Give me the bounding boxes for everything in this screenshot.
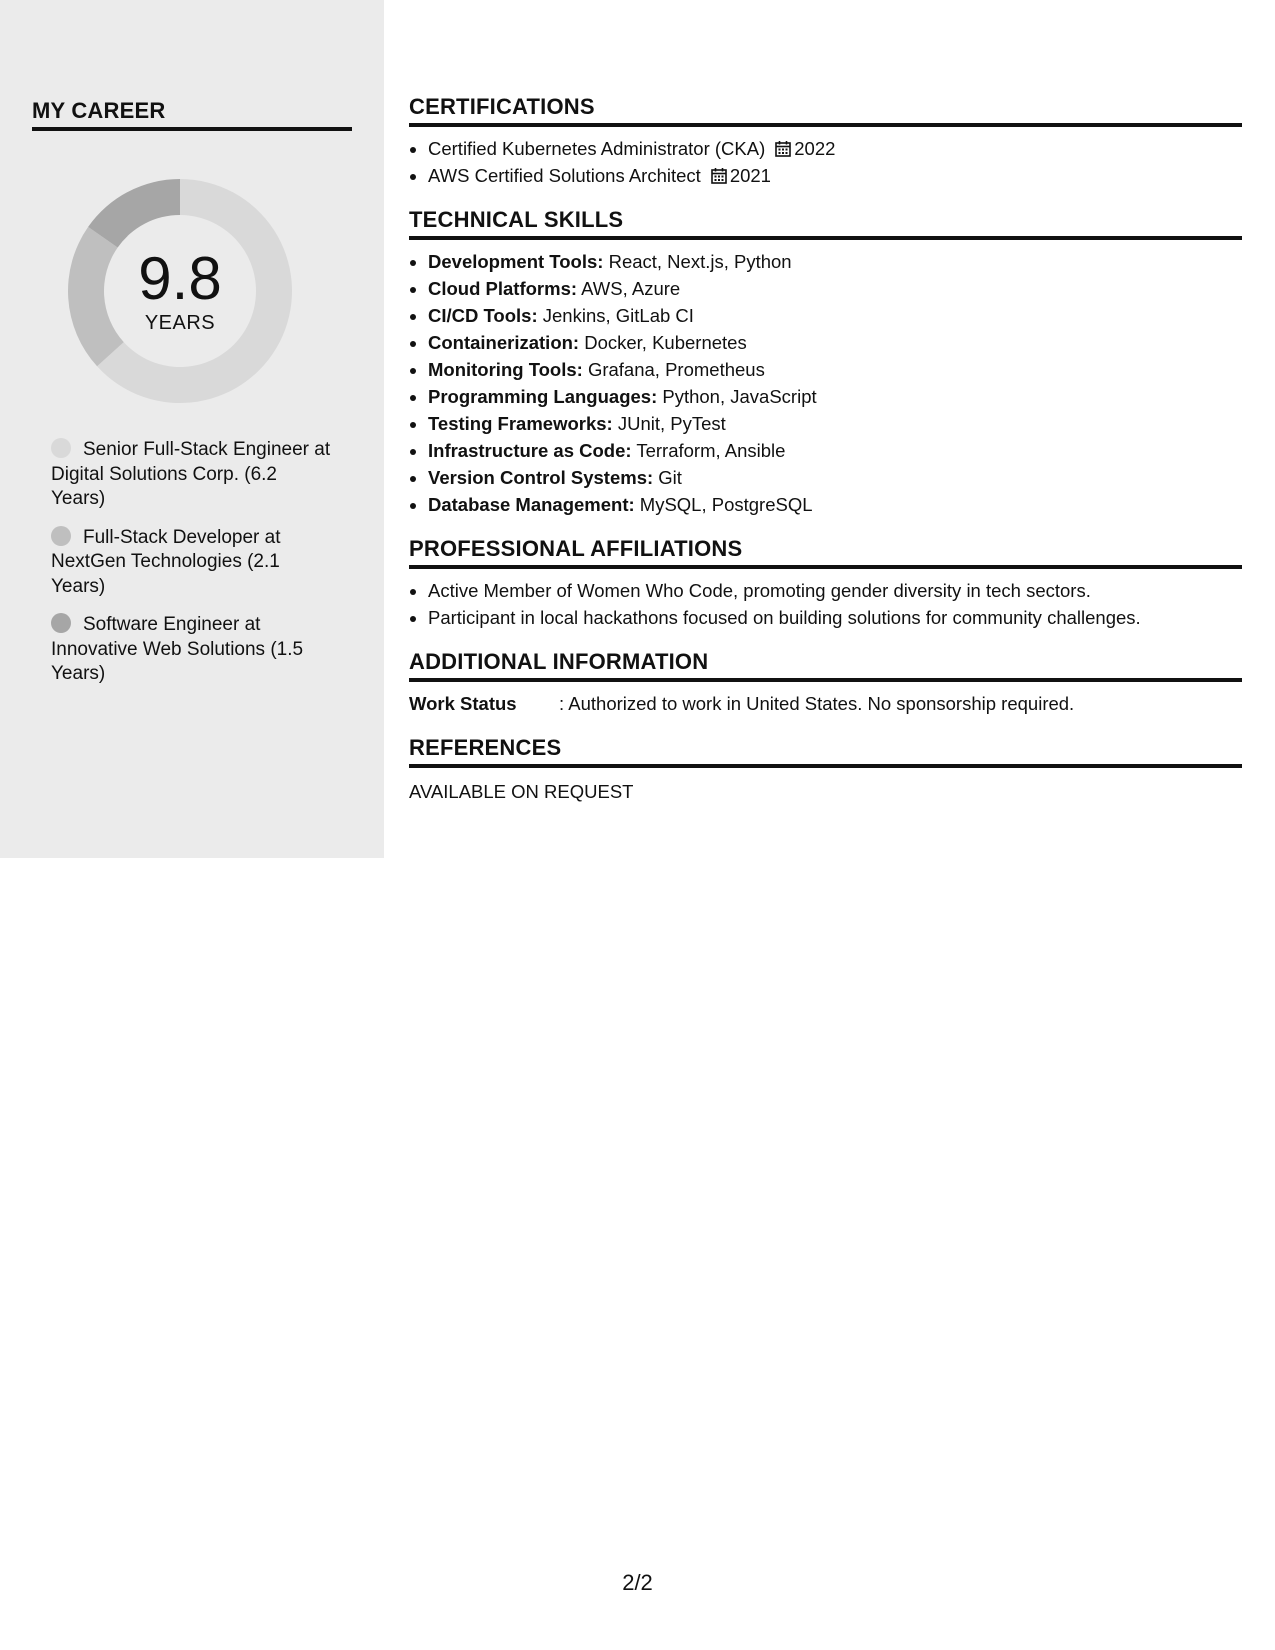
skills-list (409, 248, 1242, 518)
certification-item (428, 135, 1242, 162)
certification-item (428, 162, 1242, 189)
donut-center (66, 177, 294, 405)
skill-item (428, 248, 1242, 275)
skill-value: MySQL, PostgreSQL (634, 494, 813, 515)
references-section (409, 735, 1242, 805)
career-legend-item (51, 438, 336, 512)
additional-info-title: ADDITIONAL INFORMATION (409, 649, 1242, 682)
skill-label: Testing Frameworks: (428, 413, 613, 434)
affiliations-list (409, 577, 1242, 631)
skill-value: Python, JavaScript (657, 386, 817, 407)
skill-item (428, 464, 1242, 491)
skill-item (428, 302, 1242, 329)
skill-item (428, 383, 1242, 410)
main-content (409, 94, 1242, 823)
skill-value: Git (653, 467, 682, 488)
calendar-icon (711, 167, 727, 184)
career-role-label: Full-Stack Developer at NextGen Technologies (2.1 Years) (51, 526, 281, 597)
skill-item (428, 437, 1242, 464)
career-role-label: Senior Full-Stack Engineer at Digital Solutions Corp. (6.2 Years) (51, 439, 331, 509)
skill-label: Programming Languages: (428, 386, 658, 407)
skill-label: Development Tools: (428, 251, 604, 272)
certification-year: 2021 (729, 165, 771, 186)
certifications-list (409, 135, 1242, 189)
skill-item (428, 356, 1242, 383)
skill-value: AWS, Azure (577, 278, 681, 299)
my-career-heading: MY CAREER (32, 98, 352, 131)
work-status-label: Work Status (409, 693, 517, 714)
career-role-label: Software Engineer at Innovative Web Solutions (1.5 Years) (51, 614, 304, 684)
skill-label: Database Management: (428, 494, 635, 515)
certifications-title: CERTIFICATIONS (409, 94, 1242, 127)
certifications-section (409, 94, 1242, 189)
additional-info-section (409, 649, 1242, 717)
skill-item (428, 329, 1242, 356)
references-title: REFERENCES (409, 735, 1242, 768)
skill-label: Monitoring Tools: (428, 359, 583, 380)
career-donut-chart (66, 177, 294, 405)
sidebar (0, 0, 384, 858)
legend-dot-icon (51, 613, 71, 633)
legend-dot-icon (51, 438, 71, 458)
career-legend (51, 438, 336, 701)
total-years-unit: YEARS (144, 312, 216, 334)
certification-name: AWS Certified Solutions Architect (428, 165, 701, 186)
page-number: 2/2 (622, 1570, 653, 1595)
career-legend-item (51, 526, 336, 600)
skill-item (428, 275, 1242, 302)
skill-label: CI/CD Tools: (428, 305, 538, 326)
skill-value: Docker, Kubernetes (579, 332, 747, 353)
affiliation-item: • Active Member of Women Who Code, promoting gender diversity in tech sectors. (428, 577, 1242, 604)
affiliations-section (409, 536, 1242, 631)
calendar-icon (775, 140, 791, 157)
skill-label: Containerization: (428, 332, 580, 353)
references-text: AVAILABLE ON REQUEST (409, 781, 634, 802)
career-legend-item (51, 613, 336, 687)
skill-value: React, Next.js, Python (603, 251, 792, 272)
legend-dot-icon (51, 526, 71, 546)
work-status-row (409, 690, 1242, 717)
skill-item (428, 491, 1242, 518)
skill-item (428, 410, 1242, 437)
technical-skills-title: TECHNICAL SKILLS (409, 207, 1242, 240)
total-years-value: 9.8 (138, 245, 222, 312)
skill-value: JUnit, PyTest (612, 413, 726, 434)
skill-value: Terraform, Ansible (631, 440, 786, 461)
certification-name: Certified Kubernetes Administrator (CKA) (428, 138, 766, 159)
skill-value: Jenkins, GitLab CI (537, 305, 694, 326)
skill-value: Grafana, Prometheus (582, 359, 765, 380)
skill-label: Infrastructure as Code: (428, 440, 632, 461)
affiliations-title: PROFESSIONAL AFFILIATIONS (409, 536, 1242, 569)
technical-skills-section (409, 207, 1242, 518)
skill-label: Version Control Systems: (428, 467, 654, 488)
affiliation-item: • Participant in local hackathons focused on building solutions for community challenges. (428, 604, 1242, 631)
skill-label: Cloud Platforms: (428, 278, 578, 299)
certification-year: 2022 (794, 138, 836, 159)
work-status-value: : Authorized to work in United States. No sponsorship required. (559, 693, 1075, 714)
